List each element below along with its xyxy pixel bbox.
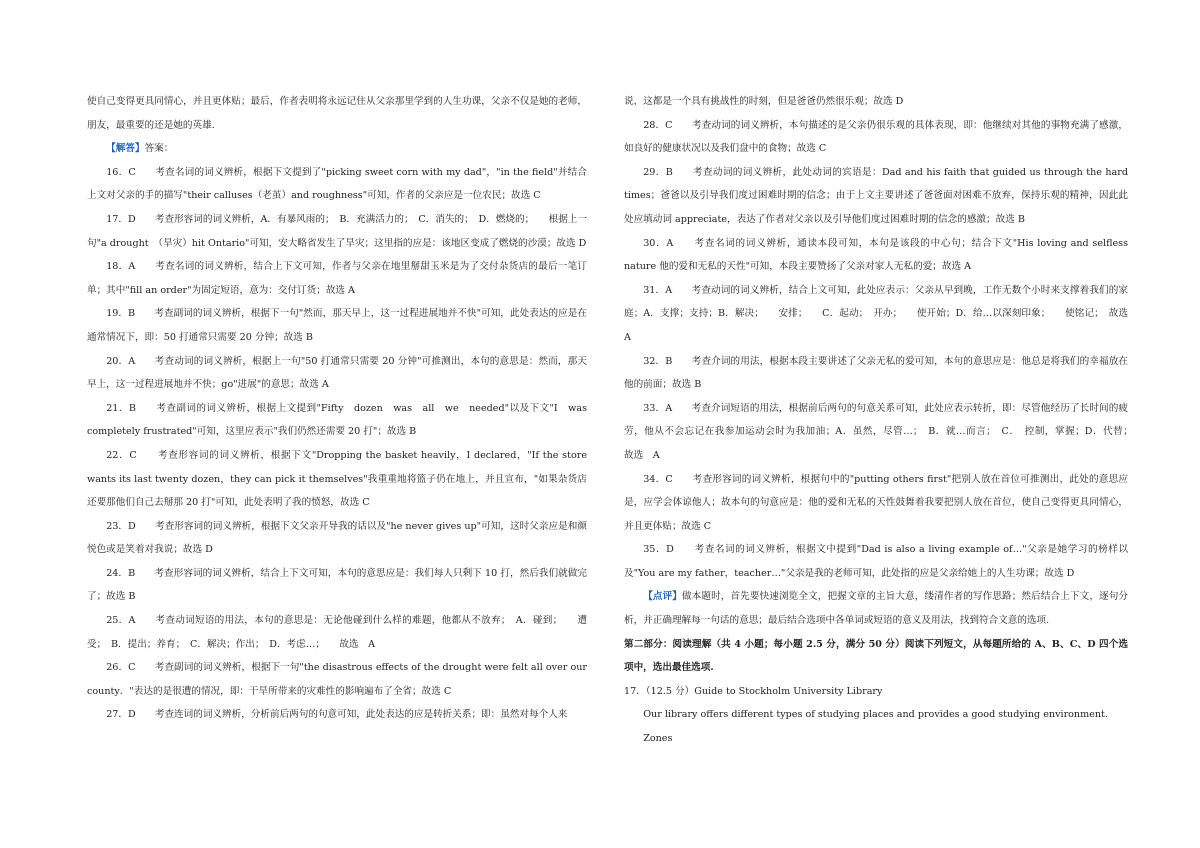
answer-line (87, 137, 587, 161)
answer-text: 答案： (144, 143, 174, 155)
right-column (624, 90, 1148, 751)
zones-heading: Zones (643, 733, 673, 745)
comment-text: 做本题时，首先要快速浏览全文，把握文章的主旨大意，缕清作者的写作思路；然后结合上下文，逐句分析，并正确理解每一句话的意思；最后结合选项中各单词或短语的意义及用法，找到符合文意的选项. (624, 591, 1129, 627)
answer-item-23: 23．D 考查形容词的词义辨析，根据下文父亲开导我的话以及"he never gives up"可知，这时父亲应是和颜悦色或是笑着对我说；故选 D (87, 520, 587, 556)
answer-item-26: 26．C 考查副词的词义辨析，根据下一句"the disastrous effects of the drought were felt all over our county．"表达的是很遭的情况，即：干旱所带来的灾难性的影响遍布了全省；故选 C (87, 662, 587, 697)
answer-item-35: 35．D 考查名词的词义辨析，根据文中提到"Dad is also a living example of…"父亲是她学习的榜样以及"You are my father，teacher…"父亲是我的老师可知，此处指的应是父亲给她上的人生功课；故选 D (624, 544, 1128, 579)
answer-item-20: 20．A 考查动词的词义辨析，根据上一句"50 打通常只需要 20 分钟"可推测出，本句的意思是：然而，那天早上，这一过程进展地并不快；go"进展"的意思；故选 A (87, 355, 587, 391)
answer-item-18: 18．A 考查名词的词义辨析，结合上下文可知，作者与父亲在地里掰甜玉米是为了交付杂货店的最后一笔订单；其中"fill an order"为固定短语，意为：交付订货；故选 A (87, 261, 587, 296)
answer-item-30: 30．A 考查名词的词义辨析，通读本段可知，本句是该段的中心句；结合下文"His loving and selfless nature 他的爱和无私的天性"可知，本段主要赞扬了父亲对家人无私的爱；故选 A (624, 237, 1128, 273)
question-17-title: 17．（12.5 分）Guide to Stockholm University Library (624, 685, 883, 697)
answer-item-29: 29．B 考查动词的词义辨析，此处动词的宾语是：Dad and his faith that guided us through the hard times；爸爸以及引导我们度过困难时期的信念；由于上文主要讲述了爸爸面对困难不放弃，保持乐观的精神，因此此处应填动词 appreciate，表达了作者对父亲以及引导他们度过困难时期的信念的感激；故选 B (624, 166, 1128, 225)
question-17-intro: Our library offers different types of studying places and provides a good studying environment. (643, 709, 1108, 721)
answer-item-31: 31．A 考查动词的词义辨析，结合上文可知，此处应表示：父亲从早到晚，工作无数个小时来支撑着我们的家庭；A．支撑；支持；B．解决； 安排； C．起动； 开办； 使开始；D．给…以深刻印象； 使铭记； 故选 A (624, 284, 1128, 343)
answer-item-22: 22．C 考查形容词的词义辨析，根据下文"Dropping the basket heavily，I declared，"If the store wants its last twenty dozen，they can pick it themselves"我重重地将篮子仍在地上，并且宣布，"如果杂货店还要那他们自己去掰那 20 打"可知，此处表明了我的愤怒，故选 C (87, 449, 587, 509)
answer-item-27: 27．D 考查连词的词义辨析，分析前后两句的句意可知，此处表达的应是转折关系；即：虽然对每个人来 (106, 709, 568, 721)
answer-item-21: 21．B 考查副词的词义辨析，根据上文提到"Fifty dozen was all we needed"以及下文"I was completely frustrated"可知，这里应表示"我们仍然还需要 20 打"；故选 B (87, 402, 597, 438)
comment-label: 【点评】 (643, 591, 682, 603)
answer-item-24: 24．B 考查形容词的词义辨析，结合上下文可知，本句的意思应是：我们每人只剩下 10 打，然后我们就做完了；故选 B (87, 567, 587, 603)
answer-item-32: 32．B 考查介词的用法，根据本段主要讲述了父亲无私的爱可知，本句的意思应是：他总是将我们的幸福放在他的前面；故选 B (624, 355, 1128, 391)
answer-item-17: 17．D 考查形容词的词义辨析，A．有暴风雨的； B．充满活力的； C．消失的； D．燃烧的； 根据上一句"a drought （旱灾）hit Ontario"可知，安大略省发生了旱灾；这里指的应是：该地区变成了燃烧的沙漠；故选 D (87, 213, 587, 249)
answer-label: 【解答】 (106, 143, 145, 155)
comment-paragraph (624, 585, 1128, 632)
answer-item-34: 34．C 考查形容词的词义辨析，根据句中的"putting others first"把别人放在首位可推测出，此处的意思应是，应学会体谅他人；故本句的句意应是：他的爱和无私的天性鼓舞着我要把别人放在首位，使自己变得更具同情心，并且更体贴；故选 C (624, 473, 1128, 532)
section-heading: 第二部分：阅读理解（共 4 小题；每小题 2.5 分，满分 50 分）阅读下列短文，从每题所给的 A、B、C、D 四个选项中，选出最佳选项. (624, 638, 1128, 674)
answer-item-19: 19．B 考查副词的词义辨析，根据下一句"然而，那天早上，这一过程进展地并不快"可知，此处表达的应是在通常情况下，即：50 打通常只需要 20 分钟；故选 B (87, 308, 587, 343)
answer-item-33: 33．A 考查介词短语的用法，根据前后两句的句意关系可知，此处应表示转折，即：尽管他经历了长时间的疲劳，他从不会忘记在我参加运动会时为我加油；A．虽然，尽管…； B．就…而言； C． 控制，掌握；D．代替； 故选 A (624, 402, 1148, 461)
answer-item-16: 16．C 考查名词的词义辨析，根据下文提到了"picking sweet corn with my dad"，"in the field"并结合上文对父亲的手的描写"their calluses（老茧）and roughness"可知，作者的父亲应是一位农民；故选 C (87, 166, 587, 202)
answer-item-25: 25．A 考查动词短语的用法，本句的意思是：无论他碰到什么样的难题，他都从不放弃； A．碰到； 遭受； B．提出；养育； C．解决；作出； D．考虑…； 故选 A (87, 615, 587, 650)
answer-item-27-cont: 说，这都是一个具有挑战性的时刻，但是爸爸仍然很乐观；故选 D (624, 96, 904, 107)
answer-item-28: 28．C 考查动词的词义辨析，本句描述的是父亲仍很乐观的具体表现，即：他继续对其他的事物充满了感激，如良好的健康状况以及我们盘中的食物；故选 C (624, 119, 1128, 155)
left-column (87, 90, 597, 727)
intro-paragraph: 使自己变得更具同情心，并且更体贴；最后，作者表明将永远记住从父亲那里学到的人生功课，父亲不仅是她的老师，朋友，最重要的还是她的英雄. (87, 96, 587, 131)
